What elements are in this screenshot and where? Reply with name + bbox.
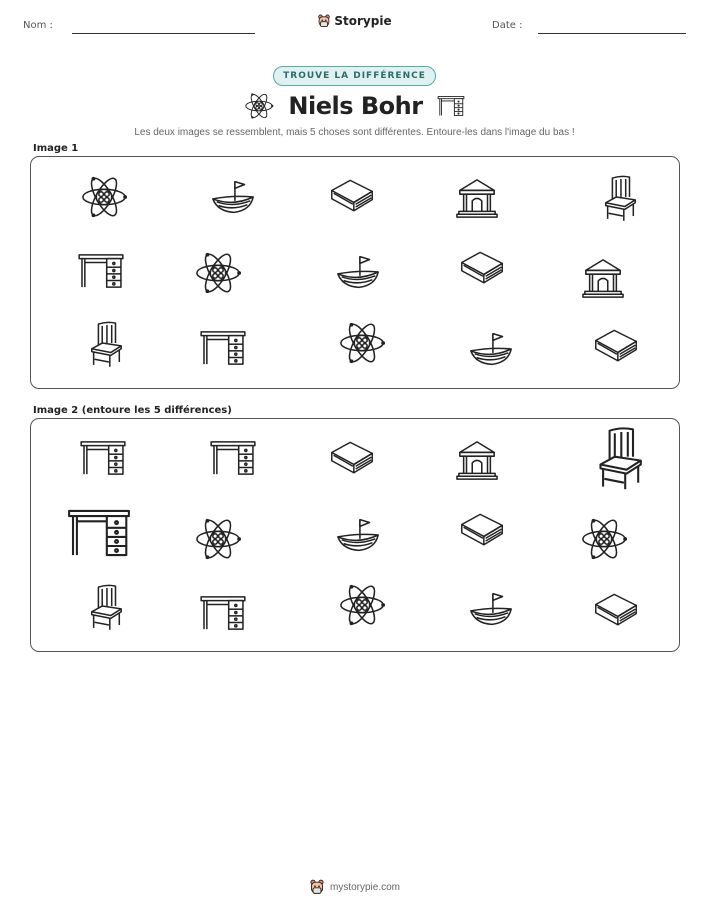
image1-panel[interactable] <box>30 156 680 389</box>
atom-icon[interactable] <box>194 249 242 297</box>
image2-label: Image 2 (entoure les 5 différences) <box>33 405 232 416</box>
mascot-icon <box>309 879 325 895</box>
atom-icon <box>244 91 274 121</box>
desk-icon[interactable] <box>66 507 132 559</box>
activity-badge: TROUVE LA DIFFÉRENCE <box>273 66 436 86</box>
desk-icon[interactable] <box>199 594 247 632</box>
date-line[interactable] <box>538 33 686 34</box>
nom-label: Nom : <box>23 20 53 31</box>
image2-panel[interactable] <box>30 418 680 652</box>
chair-icon[interactable] <box>87 583 125 631</box>
atom-icon[interactable] <box>580 515 628 563</box>
date-label: Date : <box>492 20 523 31</box>
boat-icon[interactable] <box>467 589 515 629</box>
brand-logo <box>0 14 709 28</box>
title-row <box>0 91 709 121</box>
book-icon[interactable] <box>593 327 639 365</box>
book-icon[interactable] <box>459 249 505 287</box>
book-icon[interactable] <box>329 439 375 477</box>
boat-icon[interactable] <box>467 329 515 369</box>
book-icon[interactable] <box>459 511 505 549</box>
footer <box>0 879 709 895</box>
brand-name: Storypie <box>334 14 392 28</box>
image1-label: Image 1 <box>33 143 79 154</box>
chair-icon[interactable] <box>594 425 646 491</box>
instructions: Les deux images se ressemblent, mais 5 choses sont différentes. Entoure-les dans l'image du bas ! <box>134 127 575 138</box>
desk-icon[interactable] <box>77 252 125 290</box>
chair-icon[interactable] <box>601 174 639 222</box>
nom-line[interactable] <box>72 33 255 34</box>
desk-icon[interactable] <box>79 439 127 477</box>
museum-icon[interactable] <box>456 177 498 219</box>
desk-icon <box>437 94 465 118</box>
museum-icon[interactable] <box>456 439 498 481</box>
boat-icon[interactable] <box>334 252 382 292</box>
atom-icon[interactable] <box>338 319 386 367</box>
book-icon[interactable] <box>329 177 375 215</box>
desk-icon[interactable] <box>199 329 247 367</box>
boat-icon[interactable] <box>334 515 382 555</box>
book-icon[interactable] <box>593 591 639 629</box>
desk-icon[interactable] <box>209 439 257 477</box>
footer-url[interactable]: mystorypie.com <box>329 881 400 893</box>
atom-icon[interactable] <box>80 173 128 221</box>
museum-icon[interactable] <box>582 257 624 299</box>
atom-icon[interactable] <box>194 515 242 563</box>
chair-icon[interactable] <box>87 320 125 368</box>
boat-icon[interactable] <box>209 177 257 217</box>
mascot-icon <box>317 14 331 28</box>
page-title: Niels Bohr <box>288 92 423 120</box>
atom-icon[interactable] <box>338 581 386 629</box>
badge-wrap <box>0 66 709 86</box>
